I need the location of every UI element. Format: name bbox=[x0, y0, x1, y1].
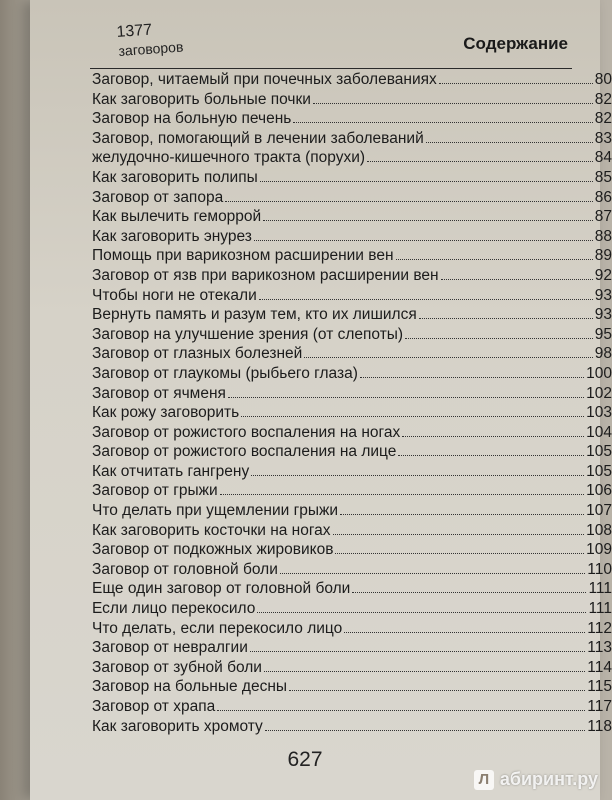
toc-entry bbox=[92, 90, 612, 110]
toc-entry-page: 98 bbox=[594, 345, 612, 363]
table-of-contents bbox=[92, 70, 612, 736]
toc-leader-dots bbox=[426, 142, 593, 143]
toc-leader-dots bbox=[280, 573, 585, 574]
toc-entry-title: Заговор от глаукомы (рыбьего глаза) bbox=[92, 364, 358, 382]
toc-entry-page: 108 bbox=[586, 521, 612, 539]
toc-entry bbox=[92, 207, 612, 227]
toc-leader-dots bbox=[313, 103, 593, 104]
toc-entry-title: Как рожу заговорить bbox=[92, 404, 240, 422]
toc-entry-title: Как заговорить полипы bbox=[92, 168, 258, 186]
toc-leader-dots bbox=[398, 455, 584, 456]
toc-entry-page: 110 bbox=[587, 560, 612, 578]
toc-entry-page: 100 bbox=[586, 364, 612, 382]
toc-entry-page: 104 bbox=[586, 423, 612, 441]
toc-entry-page: 103 bbox=[586, 404, 612, 422]
toc-entry bbox=[92, 717, 612, 737]
toc-entry-title: Чтобы ноги не отекали bbox=[92, 286, 257, 304]
toc-entry-title: Заговор, читаемый при почечных заболеваниях bbox=[92, 71, 437, 88]
toc-entry-title: Заговор от глазных болезней bbox=[92, 345, 303, 363]
site-watermark bbox=[474, 769, 598, 790]
toc-leader-dots bbox=[263, 220, 593, 221]
toc-entry-title: Как заговорить больные почки bbox=[92, 90, 311, 108]
toc-entry-page: 102 bbox=[586, 384, 612, 402]
toc-entry bbox=[92, 70, 612, 90]
toc-entry bbox=[92, 677, 612, 697]
toc-entry bbox=[92, 403, 612, 423]
toc-leader-dots bbox=[419, 318, 593, 319]
toc-entry-page: 82 bbox=[594, 110, 612, 128]
toc-entry bbox=[92, 286, 612, 306]
toc-entry bbox=[92, 325, 612, 345]
toc-leader-dots bbox=[260, 181, 593, 182]
toc-entry-page: 118 bbox=[587, 717, 612, 735]
toc-leader-dots bbox=[254, 240, 593, 241]
toc-entry-page: 105 bbox=[586, 462, 612, 480]
toc-entry bbox=[92, 109, 612, 129]
toc-entry bbox=[92, 384, 612, 404]
toc-entry-page: 89 bbox=[594, 247, 612, 265]
toc-entry-title: Заговор от рожистого воспаления на лице bbox=[92, 443, 397, 461]
toc-entry bbox=[92, 188, 612, 208]
toc-entry bbox=[92, 697, 612, 717]
labirint-logo-icon: Л bbox=[474, 770, 494, 790]
toc-leader-dots bbox=[344, 632, 585, 633]
toc-entry-title: Заговор от головной боли bbox=[92, 560, 278, 578]
toc-leader-dots bbox=[405, 338, 593, 339]
toc-leader-dots bbox=[217, 710, 585, 711]
toc-entry-page: 111 bbox=[588, 580, 612, 598]
toc-entry-title: Что делать, если перекосило лицо bbox=[92, 619, 343, 637]
toc-entry-title: Заговор от грыжи bbox=[92, 482, 218, 500]
toc-leader-dots bbox=[352, 592, 586, 593]
toc-entry-title: Заговор на улучшение зрения (от слепоты) bbox=[92, 325, 404, 343]
toc-entry-page: 105 bbox=[586, 443, 612, 461]
toc-entry-page: 82 bbox=[594, 90, 612, 108]
toc-entry bbox=[92, 305, 612, 325]
toc-entry-page: 87 bbox=[594, 208, 612, 226]
toc-entry bbox=[92, 501, 612, 521]
toc-entry-page: 95 bbox=[594, 325, 612, 343]
toc-entry-title: Вернуть память и разум тем, кто их лишился bbox=[92, 306, 417, 324]
toc-entry bbox=[92, 364, 612, 384]
toc-leader-dots bbox=[250, 651, 585, 652]
toc-entry-title: Что делать при ущемлении грыжи bbox=[92, 502, 339, 520]
section-title: Содержание bbox=[463, 34, 568, 53]
toc-leader-dots bbox=[241, 416, 584, 417]
toc-entry-page: 106 bbox=[586, 482, 612, 500]
book-subtitle: заговоров bbox=[118, 38, 184, 59]
toc-entry-page: 92 bbox=[594, 266, 612, 284]
toc-entry-title: Заговор от ячменя bbox=[92, 384, 226, 402]
toc-entry-title: Заговор от невралгии bbox=[92, 639, 248, 657]
toc-entry-page: 93 bbox=[594, 306, 612, 324]
toc-leader-dots bbox=[289, 690, 585, 691]
toc-entry-title: желудочно-кишечного тракта (порухи) bbox=[92, 149, 366, 167]
toc-entry-page: 88 bbox=[594, 227, 612, 245]
toc-entry-page: 114 bbox=[587, 658, 612, 676]
toc-entry bbox=[92, 619, 612, 639]
toc-entry-title: Еще один заговор от головной боли bbox=[92, 580, 351, 598]
toc-entry-title: Как заговорить энурез bbox=[92, 227, 252, 245]
toc-entry bbox=[92, 227, 612, 247]
toc-leader-dots bbox=[293, 122, 592, 123]
toc-entry-page: 115 bbox=[587, 678, 612, 696]
toc-entry-title: Заговор от запора bbox=[92, 188, 224, 206]
toc-entry-page: 93 bbox=[594, 286, 612, 304]
toc-leader-dots bbox=[251, 475, 584, 476]
toc-leader-dots bbox=[220, 494, 584, 495]
toc-entry-title: Помощь при варикозном расширении вен bbox=[92, 247, 394, 265]
toc-leader-dots bbox=[264, 671, 585, 672]
toc-leader-dots bbox=[439, 83, 593, 84]
toc-leader-dots bbox=[333, 534, 585, 535]
toc-leader-dots bbox=[402, 436, 584, 437]
toc-entry-title: Заговор на больные десны bbox=[92, 678, 288, 696]
toc-entry-title: Как вылечить геморрой bbox=[92, 208, 262, 226]
toc-entry bbox=[92, 246, 612, 266]
toc-leader-dots bbox=[259, 299, 593, 300]
toc-entry-page: 85 bbox=[594, 168, 612, 186]
toc-entry bbox=[92, 462, 612, 482]
toc-leader-dots bbox=[340, 514, 584, 515]
toc-entry bbox=[92, 481, 612, 501]
toc-entry bbox=[92, 129, 612, 149]
toc-leader-dots bbox=[304, 357, 592, 358]
toc-entry-title: Заговор от язв при варикозном расширении вен bbox=[92, 266, 439, 284]
watermark-text: абиринт.ру bbox=[499, 769, 598, 789]
toc-entry-title: Заговор на больную печень bbox=[92, 110, 292, 128]
toc-entry-title: Заговор от рожистого воспаления на ногах bbox=[92, 423, 401, 441]
toc-entry-page: 109 bbox=[586, 541, 612, 559]
toc-leader-dots bbox=[441, 279, 593, 280]
toc-entry-page: 117 bbox=[587, 698, 612, 715]
toc-leader-dots bbox=[228, 397, 584, 398]
page-number: 627 bbox=[287, 748, 323, 771]
toc-leader-dots bbox=[396, 259, 593, 260]
toc-entry bbox=[92, 658, 612, 678]
toc-entry-page: 112 bbox=[587, 619, 612, 637]
book-number: 1377 bbox=[116, 21, 153, 41]
toc-entry bbox=[92, 423, 612, 443]
toc-entry-title: Как заговорить косточки на ногах bbox=[92, 521, 331, 539]
toc-entry-title: Как заговорить хромоту bbox=[92, 717, 263, 735]
running-header bbox=[90, 14, 572, 69]
toc-entry-page: 84 bbox=[594, 149, 612, 167]
toc-entry bbox=[92, 266, 612, 286]
toc-entry bbox=[92, 148, 612, 168]
toc-entry-title: Заговор от подкожных жировиков bbox=[92, 541, 334, 559]
toc-entry bbox=[92, 168, 612, 188]
toc-leader-dots bbox=[360, 377, 584, 378]
toc-entry-title: Заговор, помогающий в лечении заболеваний bbox=[92, 129, 424, 147]
book-page bbox=[30, 0, 612, 800]
toc-leader-dots bbox=[265, 730, 585, 731]
book-spine-shadow bbox=[0, 0, 30, 800]
toc-entry-page: 80 bbox=[594, 71, 612, 88]
toc-entry bbox=[92, 521, 612, 541]
toc-leader-dots bbox=[257, 612, 586, 613]
toc-entry bbox=[92, 599, 612, 619]
toc-entry bbox=[92, 442, 612, 462]
toc-entry bbox=[92, 638, 612, 658]
toc-entry bbox=[92, 344, 612, 364]
toc-entry bbox=[92, 579, 612, 599]
toc-entry-page: 86 bbox=[594, 188, 612, 206]
toc-entry-title: Заговор от храпа bbox=[92, 698, 216, 715]
toc-leader-dots bbox=[335, 553, 584, 554]
toc-entry-title: Если лицо перекосило bbox=[92, 600, 256, 618]
toc-entry-title: Как отчитать гангрену bbox=[92, 462, 250, 480]
toc-entry-page: 83 bbox=[594, 129, 612, 147]
toc-entry-page: 107 bbox=[586, 502, 612, 520]
toc-entry bbox=[92, 560, 612, 580]
toc-leader-dots bbox=[225, 201, 593, 202]
toc-entry-title: Заговор от зубной боли bbox=[92, 658, 262, 676]
toc-entry-page: 113 bbox=[587, 639, 612, 657]
toc-leader-dots bbox=[367, 161, 593, 162]
toc-entry bbox=[92, 540, 612, 560]
toc-entry-page: 111 bbox=[588, 600, 612, 618]
